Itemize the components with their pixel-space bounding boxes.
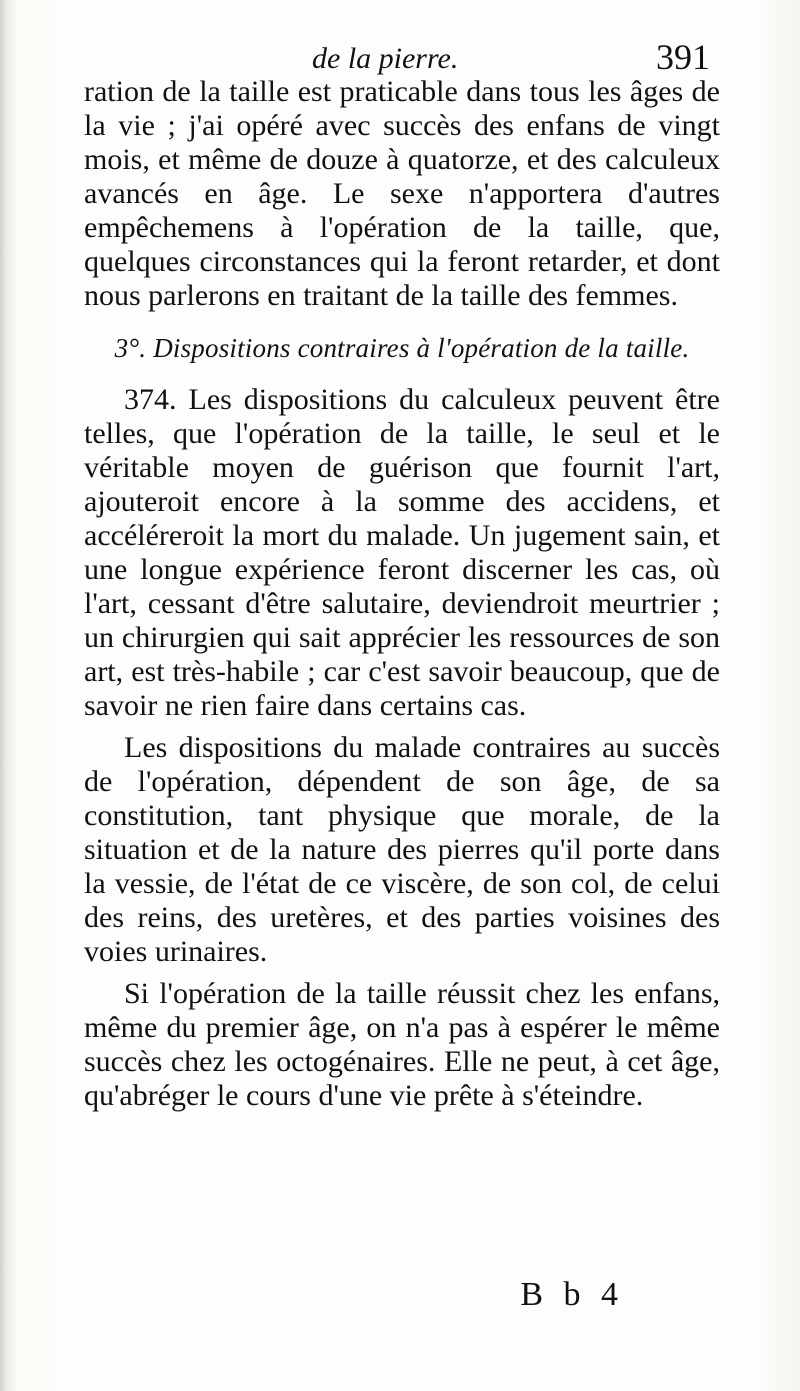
signature-mark: B b 4: [520, 1276, 624, 1313]
running-head: de la pierre.: [312, 42, 459, 75]
paragraph-374: 374. Les dispositions du calculeux peuvent être telles, que l'opération de la taille, le seul et le véritable moyen de guérison que fournit l'art, ajouteroit encore à la somme des accidens, et accéléreroit la mort du malade. Un jugement sain, et une longue expérience feront discerner les cas, où l'art, cessant d'être salutaire, deviendroit meurtrier ; un chirurgien qui sait apprécier les ressources de son art, est très-habile ; car c'est savoir beaucoup, que de savoir ne rien faire dans certains cas.: [84, 383, 720, 722]
paragraph-dispositions: Les dispositions du malade contraires au succès de l'opération, dépendent de son âge, de sa constitution, tant physique que morale, de la situation et de la nature des pierres qu'il porte dans la vessie, de l'état de ce viscère, de son col, de celui des reins, des uretères, et des parties voisines des voies urinaires.: [84, 731, 720, 968]
paragraph-age: Si l'opération de la taille réussit chez les enfans, même du premier âge, on n'a pas à espérer le même succès chez les octogénaires. Elle ne peut, à cet âge, qu'abréger le cours d'une vie prête à s'éteindre.: [84, 977, 720, 1112]
page-number: 391: [656, 37, 710, 77]
page-text: [84, 75, 720, 1113]
section-heading: 3°. Dispositions contraires à l'opération de la taille.: [114, 333, 690, 363]
paragraph-continuation: ration de la taille est praticable dans tous les âges de la vie ; j'ai opéré avec succès des enfans de vingt mois, et même de douze à quatorze, et des calculeux avancés en âge. Le sexe n'apportera d'autres empêchemens à l'opération de la taille, que, quelques circonstances qui la feront retarder, et dont nous parlerons en traitant de la taille des femmes.: [84, 75, 720, 312]
